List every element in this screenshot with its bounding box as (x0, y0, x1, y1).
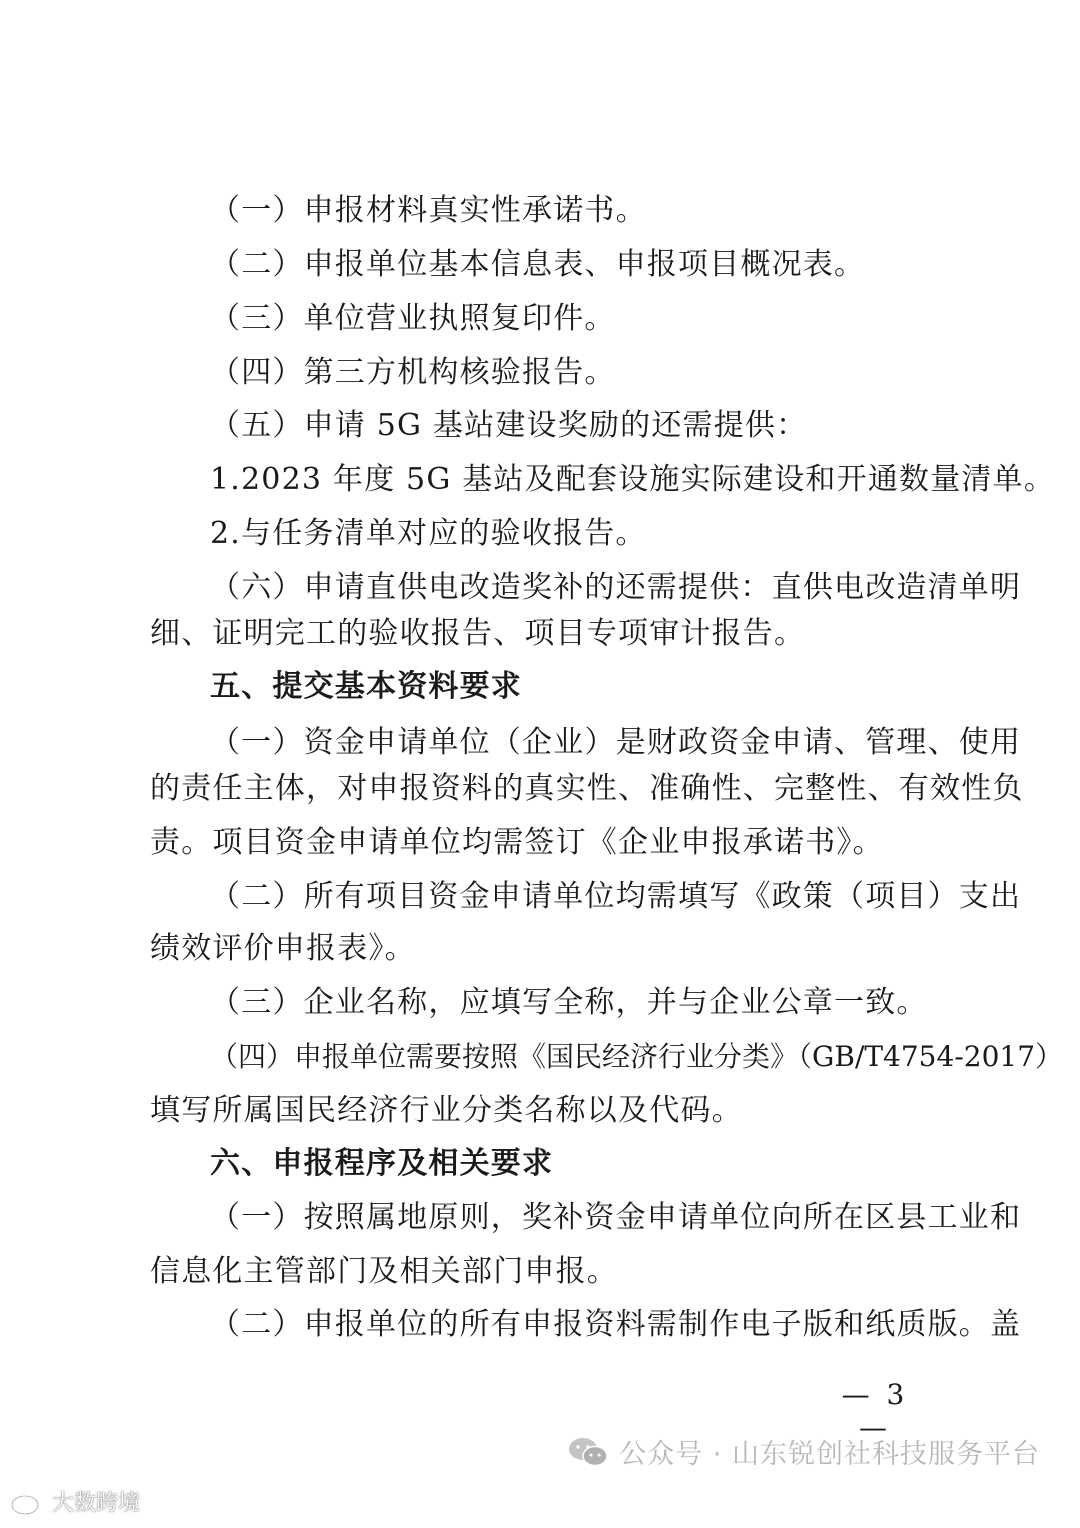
paragraph-19: 信息化主管部门及相关部门申报。 (150, 1254, 618, 1289)
paragraph-6: 1.2023 年度 5G 基站及配套设施实际建设和开通数量清单。 (210, 462, 1056, 497)
paragraph-7: 2.与任务清单对应的验收报告。 (210, 516, 647, 551)
section-heading-6: 六、申报程序及相关要求 (210, 1146, 554, 1181)
paragraph-13: （二）所有项目资金申请单位均需填写《政策（项目）支出 (210, 879, 1022, 914)
weibo-icon (8, 1487, 48, 1517)
wechat-watermark (567, 1432, 1040, 1471)
paragraph-1: （一）申报材料真实性承诺书。 (210, 193, 647, 228)
paragraph-3: （三）单位营业执照复印件。 (210, 301, 616, 336)
paragraph-8: （六）申请直供电改造奖补的还需提供：直供电改造清单明 (210, 570, 1022, 605)
paragraph-20: （二）申报单位的所有申报资料需制作电子版和纸质版。盖 (210, 1307, 1022, 1342)
paragraph-14: 绩效评价申报表》。 (150, 931, 416, 966)
paragraph-10: （一）资金申请单位（企业）是财政资金申请、管理、使用 (210, 725, 1022, 760)
paragraph-5: （五）申请 5G 基站建设奖励的还需提供： (210, 408, 808, 443)
paragraph-11: 的责任主体，对申报资料的真实性、准确性、完整性、有效性负 (150, 771, 1024, 806)
weibo-watermark (8, 1486, 140, 1517)
paragraph-12: 责。项目资金申请单位均需签订《企业申报承诺书》。 (150, 825, 884, 860)
paragraph-4: （四）第三方机构核验报告。 (210, 355, 616, 390)
wechat-icon (567, 1435, 609, 1469)
paragraph-17: 填写所属国民经济行业分类名称以及代码。 (150, 1093, 743, 1128)
section-heading-5: 五、提交基本资料要求 (210, 669, 522, 704)
page-number: — 3 — (841, 1378, 909, 1444)
paragraph-16: （四）申报单位需要按照《国民经济行业分类》（GB/T4754-2017） (210, 1040, 1064, 1073)
paragraph-9: 细、证明完工的验收报告、项目专项审计报告。 (150, 616, 806, 651)
paragraph-15: （三）企业名称，应填写全称，并与企业公章一致。 (210, 985, 928, 1020)
paragraph-2: （二）申报单位基本信息表、申报项目概况表。 (210, 247, 866, 282)
wechat-watermark-text: 公众号 · 山东锐创社科技服务平台 (619, 1439, 1040, 1470)
paragraph-18: （一）按照属地原则，奖补资金申请单位向所在区县工业和 (210, 1200, 1022, 1235)
weibo-watermark-text: 大数跨境 (52, 1491, 141, 1516)
